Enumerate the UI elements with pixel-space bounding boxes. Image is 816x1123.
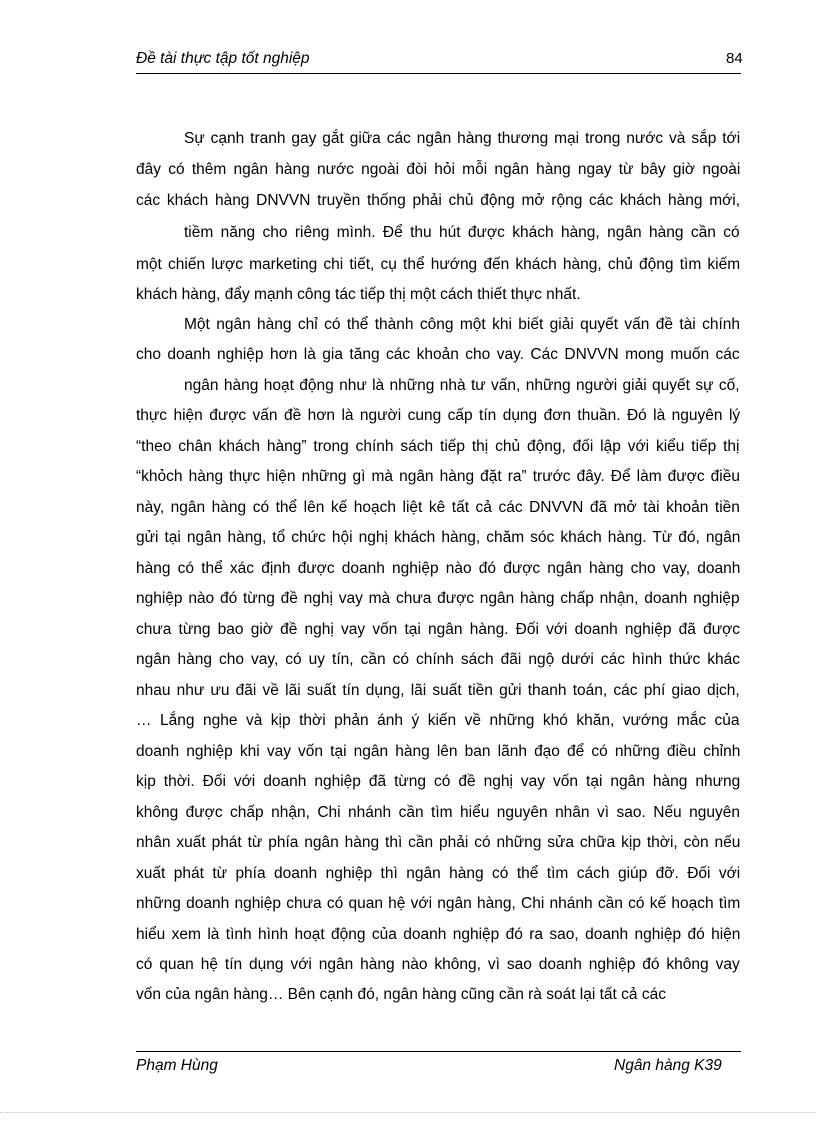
text-line: những doanh nghiệp chưa có quan hệ với ngân hàng, Chi nhánh cần có kế hoạch tìm xyxy=(136,895,741,912)
text-line: cho doanh nghiệp hơn là gia tăng các khoản cho vay. Các DNVVN mong muốn các xyxy=(136,346,740,363)
footer-divider xyxy=(136,1051,741,1052)
text-line: ngân hàng cho vay, có uy tín, cần có chính sách đãi ngộ dưới các hình thức khác xyxy=(136,651,740,668)
footer-author: Phạm Hùng xyxy=(136,1057,218,1074)
text-line: thực hiện được vấn đề hơn là người cung cấp tín dụng đơn thuần. Đó là nguyên lý xyxy=(136,407,741,424)
text-line: xuất phát từ phía doanh nghiệp thì ngân hàng có thể tìm cách giúp đỡ. Đối với xyxy=(136,865,741,882)
text-line: nhau như ưu đãi về lãi suất tín dụng, lãi suất tiền gửi thanh toán, các phí giao dịch, xyxy=(136,682,740,699)
text-line: các khách hàng DNVVN truyền thống phải chủ động mở rộng các khách hàng mới, xyxy=(136,192,741,209)
text-line: Sự cạnh tranh gay gắt giữa các ngân hàng thương mại trong nước và sắp tới xyxy=(184,130,741,147)
text-line: hàng có thể xác định được doanh nghiệp nào đó được ngân hàng cho vay, doanh xyxy=(136,560,741,577)
text-line: Một ngân hàng chỉ có thể thành công một khi biết giải quyết vấn đề tài chính xyxy=(184,316,741,333)
text-line: đây có thêm ngân hàng nước ngoài đòi hỏi mỗi ngân hàng ngay từ bây giờ ngoài xyxy=(136,161,741,178)
text-line: có quan hệ tín dụng với ngân hàng nào không, vì sao doanh nghiệp đó không vay xyxy=(136,956,740,973)
text-line: “theo chân khách hàng” trong chính sách tiếp thị chủ động, đối lập với kiểu tiếp thị xyxy=(136,438,740,455)
text-line: hiểu xem là tình hình hoạt động của doanh nghiệp đó ra sao, doanh nghiệp đó hiện xyxy=(136,926,741,943)
text-line: vốn của ngân hàng… Bên cạnh đó, ngân hàng cũng cần rà soát lại tất cả các xyxy=(136,986,666,1003)
text-line: khách hàng, đẩy mạnh công tác tiếp thị một cách thiết thực nhất. xyxy=(136,286,581,303)
text-line: doanh nghiệp khi vay vốn tại ngân hàng lên ban lãnh đạo để có những điều chỉnh xyxy=(136,743,741,760)
text-line: không được chấp nhận, Chi nhánh cần tìm hiểu nguyên nhân vì sao. Nếu nguyên xyxy=(136,804,740,821)
text-line: … Lắng nghe và kịp thời phản ánh ý kiến về những khó khăn, vướng mắc của xyxy=(136,712,740,729)
footer-department: Ngân hàng K39 xyxy=(614,1057,722,1074)
header-divider xyxy=(136,73,741,74)
text-line: ngân hàng hoạt động như là những nhà tư vấn, những người giải quyết sự cố, xyxy=(184,377,740,394)
document-title: Đề tài thực tập tốt nghiệp xyxy=(136,50,310,67)
text-line: kịp thời. Đối với doanh nghiệp đã từng có đề nghị vay vốn tại ngân hàng nhưng xyxy=(136,773,741,790)
text-line: nhân xuất phát từ phía ngân hàng thì cần phải có những sửa chữa kịp thời, còn nếu xyxy=(136,834,741,851)
text-line: “khỏch hàng thực hiện những gì mà ngân hàng đặt ra” trước đây. Để làm được điều xyxy=(136,468,740,485)
page-edge-divider xyxy=(0,1112,816,1113)
text-line: chưa từng bao giờ đề nghị vay vốn tại ngân hàng. Đối với doanh nghiệp đã được xyxy=(136,621,740,638)
text-line: này, ngân hàng có thể lên kế hoạch liệt kê tất cả các DNVVN đã mở tài khoản tiền xyxy=(136,499,740,516)
text-line: tiềm năng cho riêng mình. Để thu hút được khách hàng, ngân hàng cần có xyxy=(184,224,740,241)
page-number: 84 xyxy=(726,50,743,67)
text-line: gửi tại ngân hàng, tổ chức hội nghị khách hàng, chăm sóc khách hàng. Từ đó, ngân xyxy=(136,529,741,546)
text-line: một chiến lược marketing chi tiết, cụ thể hướng đến khách hàng, chủ động tìm kiếm xyxy=(136,256,741,273)
text-line: nghiệp nào đó từng đề nghị vay mà chưa được ngân hàng chấp nhận, doanh nghiệp xyxy=(136,590,740,607)
